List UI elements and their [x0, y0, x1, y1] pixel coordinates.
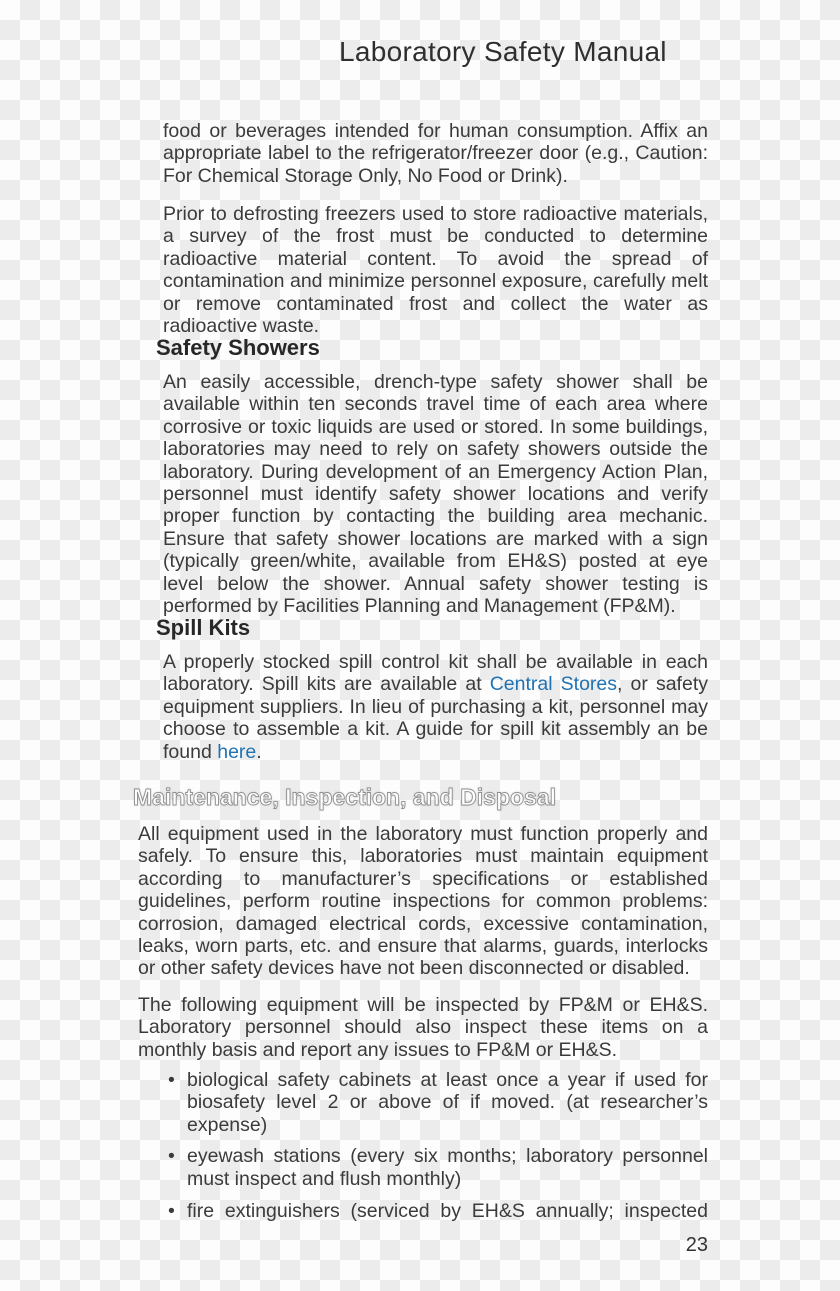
bullet-icon: • [168, 1145, 175, 1168]
list-item-text: biological safety cabinets at least once a year if used for biosafety level 2 or above of if moved. (at researcher’s expense) [187, 1069, 708, 1136]
here-link[interactable]: here [217, 740, 257, 763]
page-number: 23 [685, 1234, 708, 1256]
bullet-icon: • [168, 1200, 175, 1223]
list-item-text: eyewash stations (every six months; laboratory personnel must inspect and flush monthly) [187, 1145, 708, 1190]
heading-spill-kits: Spill Kits [156, 615, 251, 640]
central-stores-link[interactable]: Central Stores [489, 673, 618, 696]
spill-kits-text-start: A properly stocked spill control kit shall be available in each laboratory. Spill kits are available at [163, 651, 708, 696]
list-item [168, 1145, 708, 1190]
paragraph-defrosting-freezers: Prior to defrosting freezers used to store radioactive materials, a survey of the frost must be conducted to determine radioactive material content. To avoid the spread of contamination and minimize personnel exposure, carefully melt or remove contaminated frost and collect the water as radioactive waste. [163, 203, 708, 338]
list-item [168, 1200, 708, 1222]
paragraph-safety-showers: An easily accessible, drench-type safety shower shall be available within ten seconds travel time of each area where corrosive or toxic liquids are used or stored. In some buildings, laboratories may need to rely on safety showers outside the laboratory. During development of an Emergency Action Plan, personnel must identify safety shower locations and verify proper function by contacting the building area mechanic. Ensure that safety shower locations are marked with a sign (typically green/white, available from EH&S) posted at eye level below the shower. Annual safety shower testing is performed by Facilities Planning and Management (FP&M). [163, 371, 708, 618]
inspection-bullet-list [168, 1069, 708, 1231]
page-title: Laboratory Safety Manual [339, 36, 667, 67]
heading-maintenance-inspection-disposal: Maintenance, Inspection, and Disposal [133, 784, 557, 810]
paragraph-food-beverages: food or beverages intended for human consumption. Affix an appropriate label to the refrigerator/freezer door (e.g., Caution: For Chemical Storage Only, No Food or Drink). [163, 120, 708, 187]
spill-kits-text-end: . [256, 740, 262, 763]
heading-safety-showers: Safety Showers [156, 335, 320, 360]
paragraph-inspection-schedule: The following equipment will be inspected by FP&M or EH&S. Laboratory personnel should also inspect these items on a monthly basis and report any issues to FP&M or EH&S. [138, 994, 708, 1061]
bullet-icon: • [168, 1069, 175, 1091]
paragraph-spill-kits [163, 651, 708, 763]
list-item [168, 1069, 708, 1136]
list-item-text: fire extinguishers (serviced by EH&S annually; inspected [187, 1200, 708, 1223]
paragraph-equipment-function: All equipment used in the laboratory must function properly and safely. To ensure this, laboratories must maintain equipment according to manufacturer’s specifications or established guidelines, perform routine inspections for common problems: corrosion, damaged electrical cords, excessive contamination, leaks, worn parts, etc. and ensure that alarms, guards, interlocks or other safety devices have not been disconnected or disabled. [138, 823, 708, 980]
spill-kits-text-mid: , or safety equipment suppliers. In lieu of purchasing a kit, personnel may choose to assemble a kit. A guide for spill kit assembly an be found [163, 673, 708, 763]
